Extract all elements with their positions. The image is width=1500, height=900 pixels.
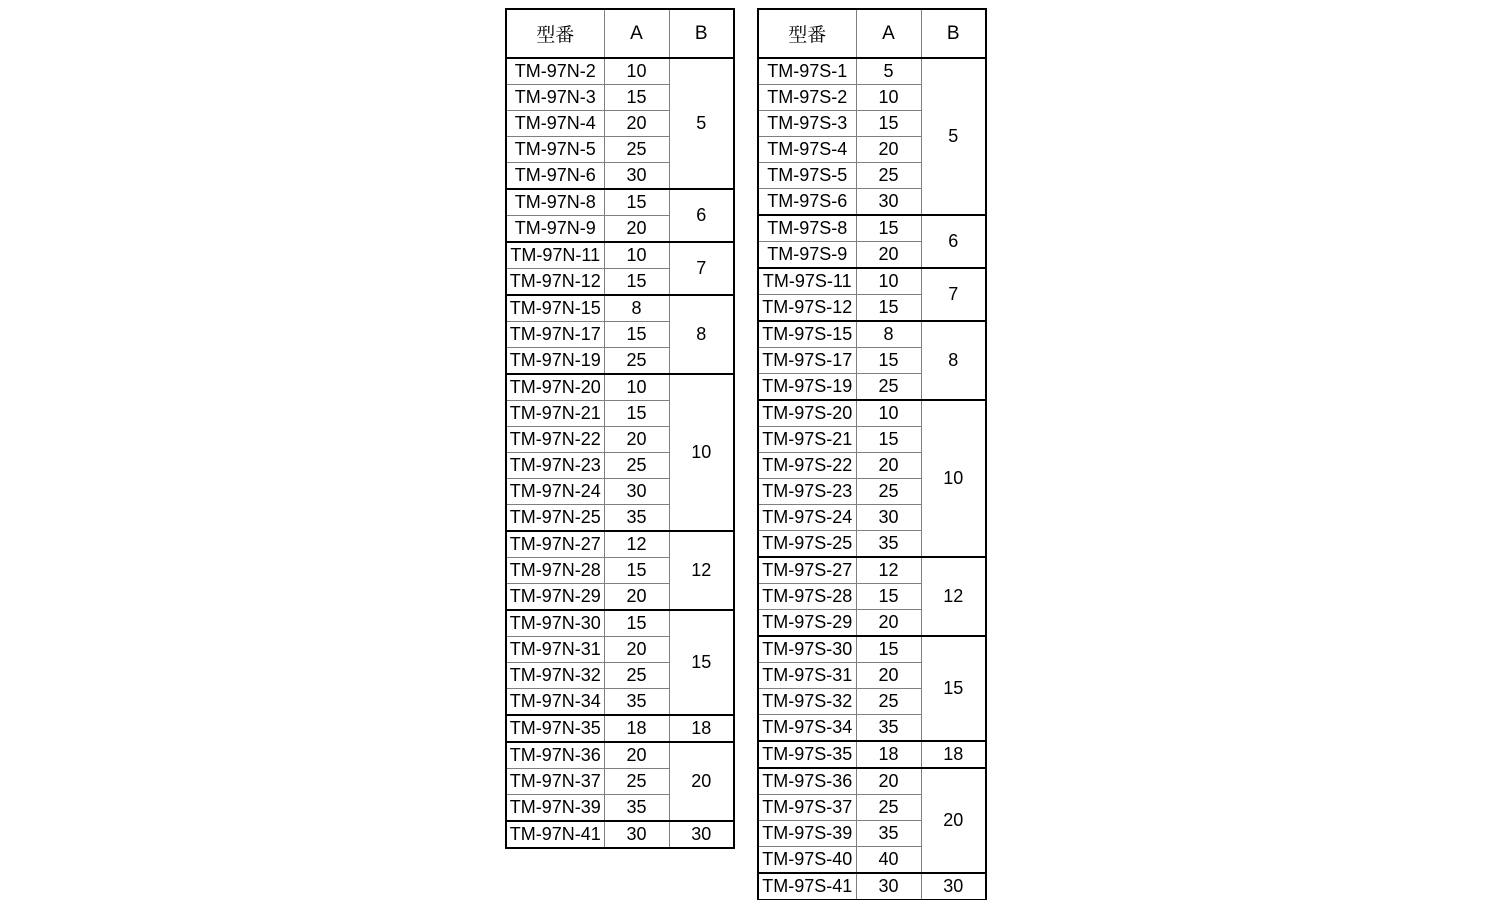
a-value-cell: 15 [604, 269, 669, 296]
a-value-cell: 15 [856, 636, 921, 663]
model-cell: TM-97N-17 [506, 322, 604, 348]
model-cell: TM-97S-24 [758, 505, 856, 531]
table-row [758, 768, 986, 795]
a-value-cell: 30 [856, 873, 921, 900]
a-value-cell: 8 [856, 321, 921, 348]
column-header-a: A [604, 9, 669, 58]
a-value-cell: 15 [604, 85, 669, 111]
table-row [758, 557, 986, 584]
model-cell: TM-97N-2 [506, 58, 604, 85]
b-value-cell: 10 [669, 374, 734, 531]
table-header [758, 9, 986, 58]
a-value-cell: 25 [856, 689, 921, 715]
model-cell: TM-97S-22 [758, 453, 856, 479]
table-body [758, 58, 986, 900]
a-value-cell: 35 [856, 715, 921, 742]
table-row [758, 400, 986, 427]
table-row [506, 715, 734, 742]
a-value-cell: 30 [604, 163, 669, 190]
table-row [506, 295, 734, 322]
table-row [758, 321, 986, 348]
table-row [506, 374, 734, 401]
b-value-cell: 8 [921, 321, 986, 400]
header-row [506, 9, 734, 58]
a-value-cell: 25 [604, 663, 669, 689]
a-value-cell: 15 [604, 610, 669, 637]
model-cell: TM-97N-34 [506, 689, 604, 716]
b-value-cell: 5 [669, 58, 734, 189]
a-value-cell: 25 [604, 348, 669, 375]
b-value-cell: 5 [921, 58, 986, 215]
a-value-cell: 25 [604, 453, 669, 479]
model-cell: TM-97S-19 [758, 374, 856, 401]
b-value-cell: 10 [921, 400, 986, 557]
a-value-cell: 15 [604, 322, 669, 348]
table-row [506, 531, 734, 558]
b-value-cell: 15 [669, 610, 734, 715]
a-value-cell: 10 [856, 268, 921, 295]
model-cell: TM-97S-29 [758, 610, 856, 637]
table-row [506, 58, 734, 85]
a-value-cell: 20 [856, 137, 921, 163]
model-cell: TM-97N-21 [506, 401, 604, 427]
b-value-cell: 30 [669, 821, 734, 848]
model-cell: TM-97S-41 [758, 873, 856, 900]
a-value-cell: 25 [856, 479, 921, 505]
model-cell: TM-97N-39 [506, 795, 604, 822]
model-cell: TM-97N-9 [506, 216, 604, 243]
a-value-cell: 15 [604, 558, 669, 584]
model-cell: TM-97N-12 [506, 269, 604, 296]
spec-table-tm97s [757, 8, 987, 900]
model-cell: TM-97S-3 [758, 111, 856, 137]
a-value-cell: 15 [604, 401, 669, 427]
b-value-cell: 18 [669, 715, 734, 742]
spec-table-tm97n [505, 8, 735, 849]
a-value-cell: 20 [856, 610, 921, 637]
column-header-b: B [669, 9, 734, 58]
model-cell: TM-97S-32 [758, 689, 856, 715]
model-cell: TM-97N-4 [506, 111, 604, 137]
a-value-cell: 20 [604, 742, 669, 769]
model-cell: TM-97S-1 [758, 58, 856, 85]
model-cell: TM-97N-3 [506, 85, 604, 111]
a-value-cell: 15 [856, 295, 921, 322]
model-cell: TM-97S-20 [758, 400, 856, 427]
model-cell: TM-97S-5 [758, 163, 856, 189]
b-value-cell: 30 [921, 873, 986, 900]
model-cell: TM-97S-37 [758, 795, 856, 821]
a-value-cell: 18 [856, 741, 921, 768]
a-value-cell: 10 [856, 400, 921, 427]
a-value-cell: 25 [856, 163, 921, 189]
model-cell: TM-97N-8 [506, 189, 604, 216]
table-row [506, 189, 734, 216]
b-value-cell: 7 [669, 242, 734, 295]
column-header-model: 型番 [758, 9, 856, 58]
model-cell: TM-97S-9 [758, 242, 856, 269]
a-value-cell: 15 [856, 427, 921, 453]
model-cell: TM-97N-25 [506, 505, 604, 532]
a-value-cell: 20 [604, 216, 669, 243]
model-cell: TM-97S-23 [758, 479, 856, 505]
model-cell: TM-97S-35 [758, 741, 856, 768]
a-value-cell: 15 [856, 584, 921, 610]
model-cell: TM-97N-15 [506, 295, 604, 322]
table-row [506, 821, 734, 848]
model-cell: TM-97S-28 [758, 584, 856, 610]
b-value-cell: 12 [921, 557, 986, 636]
b-value-cell: 20 [921, 768, 986, 873]
a-value-cell: 15 [856, 215, 921, 242]
a-value-cell: 35 [604, 505, 669, 532]
model-cell: TM-97N-29 [506, 584, 604, 611]
a-value-cell: 20 [856, 453, 921, 479]
a-value-cell: 20 [604, 637, 669, 663]
a-value-cell: 30 [604, 479, 669, 505]
a-value-cell: 10 [604, 374, 669, 401]
model-cell: TM-97S-6 [758, 189, 856, 216]
a-value-cell: 25 [856, 795, 921, 821]
a-value-cell: 40 [856, 847, 921, 874]
b-value-cell: 15 [921, 636, 986, 741]
model-cell: TM-97S-27 [758, 557, 856, 584]
column-header-b: B [921, 9, 986, 58]
model-cell: TM-97N-31 [506, 637, 604, 663]
a-value-cell: 20 [604, 111, 669, 137]
model-cell: TM-97N-30 [506, 610, 604, 637]
model-cell: TM-97S-34 [758, 715, 856, 742]
model-cell: TM-97N-19 [506, 348, 604, 375]
a-value-cell: 5 [856, 58, 921, 85]
a-value-cell: 18 [604, 715, 669, 742]
table-row [758, 58, 986, 85]
model-cell: TM-97S-21 [758, 427, 856, 453]
model-cell: TM-97N-23 [506, 453, 604, 479]
model-cell: TM-97S-25 [758, 531, 856, 558]
b-value-cell: 6 [669, 189, 734, 242]
table-row [506, 742, 734, 769]
a-value-cell: 20 [856, 663, 921, 689]
a-value-cell: 15 [856, 348, 921, 374]
model-cell: TM-97N-35 [506, 715, 604, 742]
model-cell: TM-97S-8 [758, 215, 856, 242]
model-cell: TM-97N-20 [506, 374, 604, 401]
model-cell: TM-97N-27 [506, 531, 604, 558]
a-value-cell: 30 [604, 821, 669, 848]
a-value-cell: 20 [856, 768, 921, 795]
table-body [506, 58, 734, 848]
a-value-cell: 25 [604, 769, 669, 795]
table-header [506, 9, 734, 58]
column-header-model: 型番 [506, 9, 604, 58]
a-value-cell: 10 [604, 58, 669, 85]
model-cell: TM-97N-32 [506, 663, 604, 689]
model-cell: TM-97S-12 [758, 295, 856, 322]
a-value-cell: 20 [856, 242, 921, 269]
table-row [758, 268, 986, 295]
model-cell: TM-97S-11 [758, 268, 856, 295]
table-row [758, 873, 986, 900]
model-cell: TM-97S-36 [758, 768, 856, 795]
a-value-cell: 25 [604, 137, 669, 163]
a-value-cell: 10 [604, 242, 669, 269]
model-cell: TM-97S-4 [758, 137, 856, 163]
a-value-cell: 15 [856, 111, 921, 137]
a-value-cell: 35 [604, 795, 669, 822]
a-value-cell: 8 [604, 295, 669, 322]
model-cell: TM-97S-30 [758, 636, 856, 663]
a-value-cell: 35 [856, 821, 921, 847]
table-row [758, 741, 986, 768]
b-value-cell: 20 [669, 742, 734, 821]
model-cell: TM-97N-24 [506, 479, 604, 505]
table-row [506, 242, 734, 269]
a-value-cell: 30 [856, 505, 921, 531]
table-row [758, 215, 986, 242]
b-value-cell: 8 [669, 295, 734, 374]
model-cell: TM-97N-36 [506, 742, 604, 769]
a-value-cell: 12 [604, 531, 669, 558]
a-value-cell: 30 [856, 189, 921, 216]
model-cell: TM-97S-15 [758, 321, 856, 348]
a-value-cell: 20 [604, 427, 669, 453]
model-cell: TM-97N-6 [506, 163, 604, 190]
model-cell: TM-97S-17 [758, 348, 856, 374]
model-cell: TM-97N-5 [506, 137, 604, 163]
a-value-cell: 25 [856, 374, 921, 401]
model-cell: TM-97N-22 [506, 427, 604, 453]
model-cell: TM-97N-41 [506, 821, 604, 848]
model-cell: TM-97N-11 [506, 242, 604, 269]
header-row [758, 9, 986, 58]
table-row [506, 610, 734, 637]
model-cell: TM-97S-39 [758, 821, 856, 847]
model-cell: TM-97S-31 [758, 663, 856, 689]
b-value-cell: 6 [921, 215, 986, 268]
table-row [758, 636, 986, 663]
model-cell: TM-97N-37 [506, 769, 604, 795]
a-value-cell: 35 [604, 689, 669, 716]
b-value-cell: 12 [669, 531, 734, 610]
column-header-a: A [856, 9, 921, 58]
a-value-cell: 20 [604, 584, 669, 611]
b-value-cell: 18 [921, 741, 986, 768]
a-value-cell: 12 [856, 557, 921, 584]
model-cell: TM-97S-2 [758, 85, 856, 111]
a-value-cell: 15 [604, 189, 669, 216]
model-cell: TM-97N-28 [506, 558, 604, 584]
a-value-cell: 10 [856, 85, 921, 111]
model-cell: TM-97S-40 [758, 847, 856, 874]
a-value-cell: 35 [856, 531, 921, 558]
b-value-cell: 7 [921, 268, 986, 321]
